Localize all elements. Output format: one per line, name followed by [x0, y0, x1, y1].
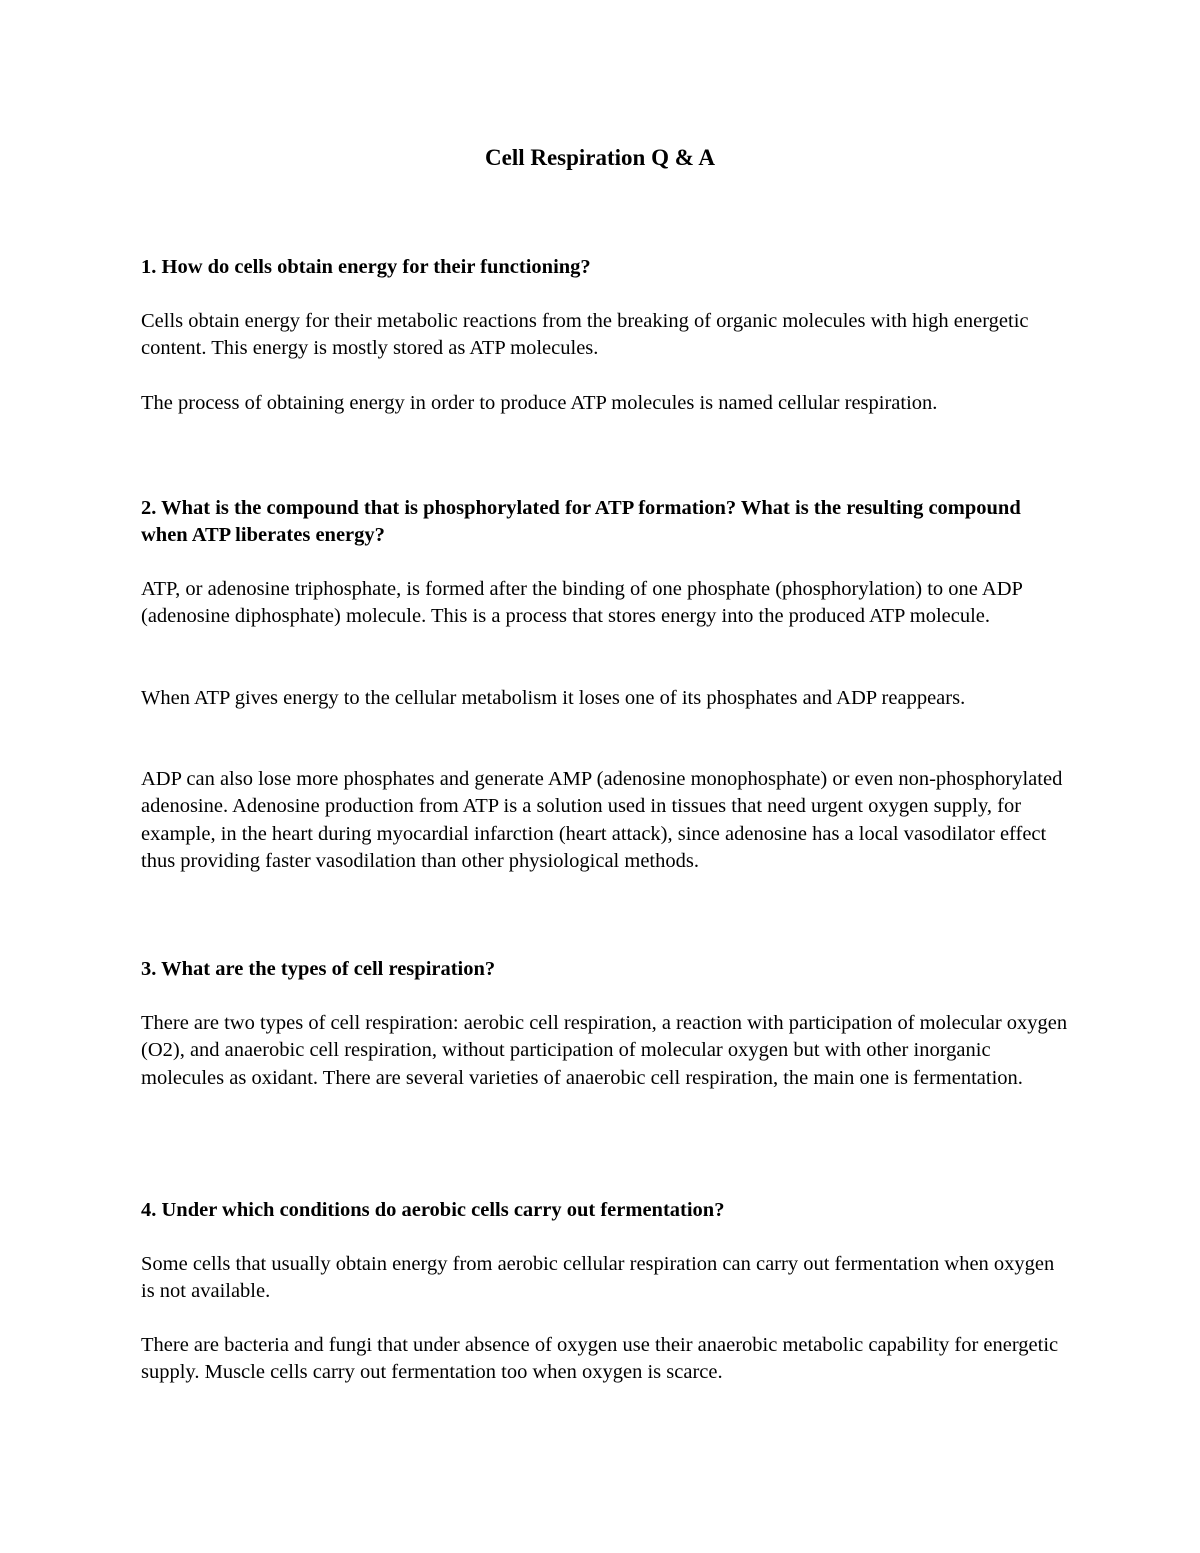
question-2: 2. What is the compound that is phosphorylated for ATP formation? What is the resulting compound when ATP liberates energy?: [141, 497, 1021, 547]
answer-2-paragraph-1: ATP, or adenosine triphosphate, is formed after the binding of one phosphate (phosphorylation) to one ADP (adenosine diphosphate) molecule. This is a process that stores energy into the produced ATP molecule.: [141, 578, 1023, 628]
question-3: 3. What are the types of cell respiration?: [141, 958, 496, 980]
question-4: 4. Under which conditions do aerobic cells carry out fermentation?: [141, 1199, 725, 1221]
answer-1-paragraph-1: Cells obtain energy for their metabolic reactions from the breaking of organic molecules with high energetic content. This energy is mostly stored as ATP molecules.: [141, 310, 1029, 360]
answer-4-paragraph-1: Some cells that usually obtain energy from aerobic cellular respiration can carry out fermentation when oxygen is not available.: [141, 1253, 1055, 1303]
answer-1-paragraph-2: The process of obtaining energy in order to produce ATP molecules is named cellular respiration.: [141, 392, 938, 414]
question-1: 1. How do cells obtain energy for their functioning?: [141, 256, 591, 278]
answer-4-paragraph-2: There are bacteria and fungi that under absence of oxygen use their anaerobic metabolic capability for energetic supply. Muscle cells carry out fermentation too when oxygen is scarce.: [141, 1334, 1059, 1384]
page-title: Cell Respiration Q & A: [485, 145, 715, 170]
answer-3-paragraph-1: There are two types of cell respiration: aerobic cell respiration, a reaction with participation of molecular oxygen (O2), and anaerobic cell respiration, without participation of molecular oxygen but with other inorganic molecules as oxidant. There are several varieties of anaerobic cell respiration, the main one is fermentation.: [141, 1012, 1068, 1089]
answer-2-paragraph-2: When ATP gives energy to the cellular metabolism it loses one of its phosphates and ADP reappears.: [141, 687, 966, 709]
answer-2-paragraph-3: ADP can also lose more phosphates and generate AMP (adenosine monophosphate) or even non-phosphorylated adenosine. Adenosine production from ATP is a solution used in tissues that need urgent oxygen supply, for example, in the heart during myocardial infarction (heart attack), since adenosine has a local vasodilator effect thus providing faster vasodilation than other physiological methods.: [141, 768, 1063, 872]
